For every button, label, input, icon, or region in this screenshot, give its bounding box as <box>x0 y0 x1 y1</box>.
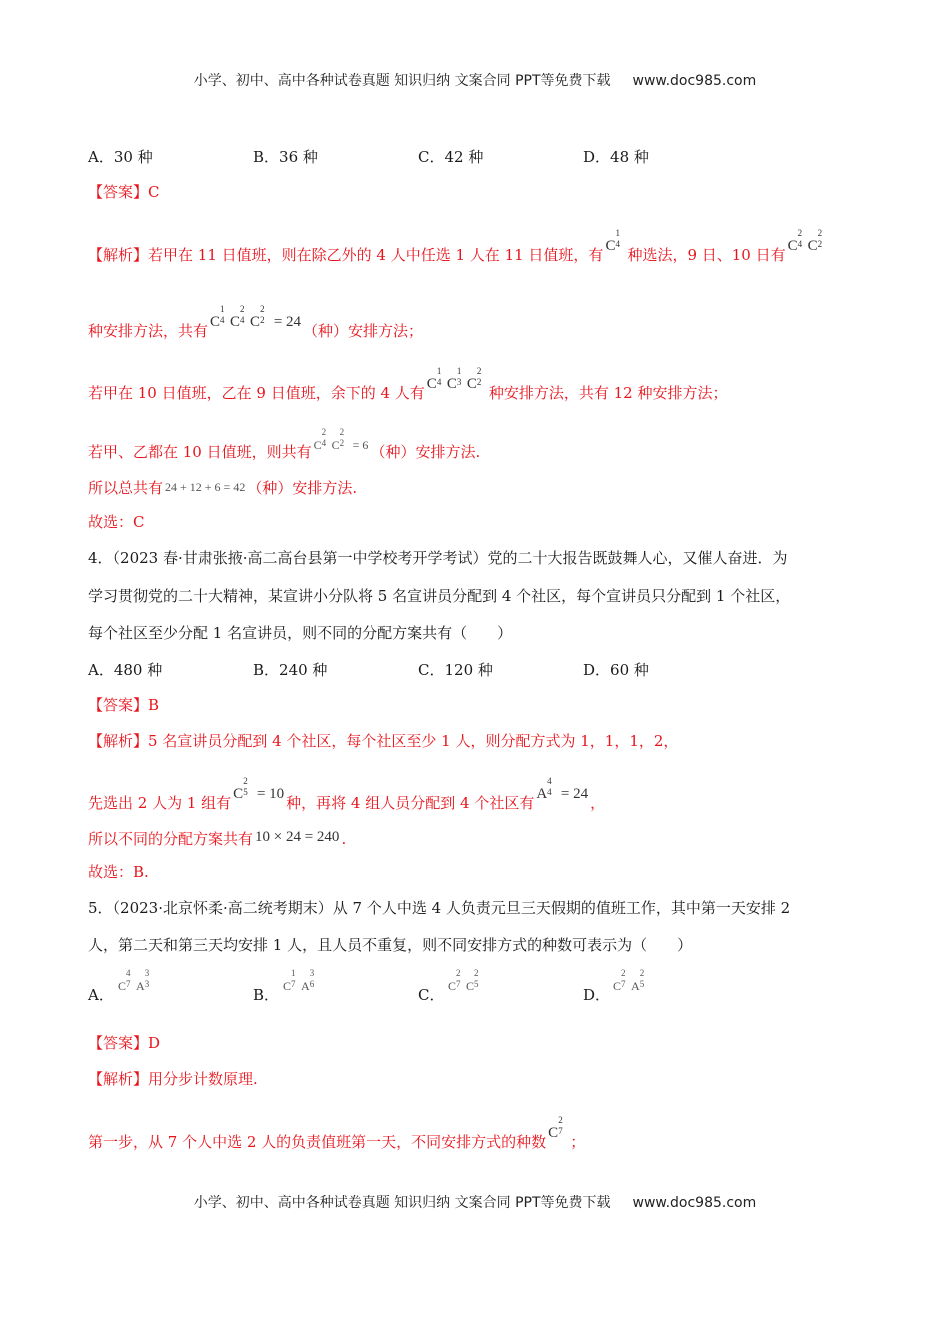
text: ， <box>590 794 606 812</box>
q3-analysis-line1 <box>88 230 868 265</box>
q4-stem-line2: 学习贯彻党的二十大精神，某宣讲小分队将 5 名宣讲员分配到 4 个社区，每个宣讲员只分配到 1 个社区， <box>88 587 791 605</box>
formula-result: = 24 <box>273 314 302 330</box>
formula-c42c22-6: C 2 4 C 2 2 = 6 <box>313 427 369 452</box>
footer-site: www.doc985.com <box>632 1195 757 1211</box>
q4-analysis-line2 <box>88 778 868 813</box>
analysis-label: 【解析】 <box>88 246 149 264</box>
text: 若甲在 10 日值班，乙在 9 日值班，余下的 4 人有 <box>88 384 425 402</box>
text: 第一步，从 7 个人中选 2 人的负责值班第一天，不同安排方式的种数 <box>88 1133 547 1151</box>
header-text: 小学、初中、高中各种试卷真题 知识归纳 文案合同 PPT等免费下载 <box>193 73 611 89</box>
header-site: www.doc985.com <box>632 73 757 89</box>
option-label: B． <box>253 986 280 1004</box>
q4-options <box>88 659 868 681</box>
formula-sum: 24 + 12 + 6 = 42 <box>165 480 246 494</box>
text: （种）安排方法. <box>370 443 481 461</box>
q4-option-a: A．480 种 <box>88 661 163 679</box>
page-footer <box>0 1192 950 1212</box>
q3-analysis-line2 <box>88 306 868 341</box>
formula-c42c22: C 2 4 C 2 2 <box>787 228 823 254</box>
q4-option-b: B．240 种 <box>253 661 328 679</box>
formula-c41c42c22: C 1 4 C 2 4 C 2 2 = 24 <box>210 304 302 330</box>
text: 种安排方法，共有 12 种安排方法； <box>488 384 728 402</box>
q4-option-d: D．60 种 <box>583 661 649 679</box>
footer-text: 小学、初中、高中各种试卷真题 知识归纳 文案合同 PPT等免费下载 <box>193 1195 611 1211</box>
q5-option-b <box>253 984 279 1005</box>
q3-option-c: C．42 种 <box>418 148 484 166</box>
formula-product: 10 × 24 = 240 <box>255 829 340 845</box>
q3-analysis-line4 <box>88 429 868 462</box>
text: ； <box>570 1133 586 1151</box>
q5-option-c <box>418 984 444 1005</box>
text: 所以不同的分配方案共有 <box>88 830 254 848</box>
analysis-label: 【解析】 <box>88 732 149 750</box>
q5-option-a <box>88 984 114 1005</box>
q3-option-a: A．30 种 <box>88 148 153 166</box>
q5-options <box>88 970 868 1006</box>
page-header <box>0 70 950 90</box>
formula-a44: A 4 4 = 24 <box>536 776 589 802</box>
analysis-label: 【解析】 <box>88 1070 149 1088</box>
q5-stem-line1: 5．（2023·北京怀柔·高二统考期末）从 7 个人中选 4 人负责元旦三天假期的值班工作，其中第一天安排 2 <box>88 899 791 917</box>
formula-c52: C 2 5 = 10 <box>233 776 285 802</box>
q3-answer: 【答案】C <box>88 183 160 201</box>
q4-conclusion: 故选：B. <box>88 863 149 881</box>
q4-analysis-line3 <box>88 827 868 849</box>
q4-answer: 【答案】B <box>88 696 160 714</box>
text: 5 名宣讲员分配到 4 个社区，每个社区至少 1 人，则分配方式为 1，1，1，2， <box>148 732 679 750</box>
q5-option-a-formula: C 4 7 A 3 3 <box>118 968 150 993</box>
text: 若甲在 11 日值班，则在除乙外的 4 人中任选 1 人在 11 日值班，有 <box>148 246 604 264</box>
q5-analysis-line1 <box>88 1069 868 1089</box>
q5-option-d-formula: C 2 7 A 2 5 <box>613 968 645 993</box>
option-label: D． <box>583 986 611 1004</box>
text: . <box>341 830 347 848</box>
text: 种选法，9 日、10 日有 <box>627 246 786 264</box>
text: （种）安排方法. <box>247 479 358 497</box>
text: 所以总共有 <box>88 479 164 497</box>
text: 种，再将 4 组人员分配到 4 个社区有 <box>286 794 535 812</box>
q5-option-b-formula: C 1 7 A 3 6 <box>283 968 315 993</box>
q4-stem-line1: 4．（2023 春·甘肃张掖·高二高台县第一中学校考开学考试）党的二十大报告既鼓舞人心，又催人奋进．为 <box>88 549 788 567</box>
q5-stem-line2: 人，第二天和第三天均安排 1 人，且人员不重复，则不同安排方式的种数可表示为（ ） <box>88 936 693 954</box>
q3-conclusion: 故选：C <box>88 513 145 531</box>
formula-result: = 10 <box>256 786 285 802</box>
q3-options <box>88 146 868 168</box>
formula-c41: C 1 4 <box>605 228 620 254</box>
q3-analysis-line5 <box>88 477 868 498</box>
q4-analysis-line1 <box>88 731 868 751</box>
q4-option-c: C．120 种 <box>418 661 493 679</box>
q5-analysis-line2 <box>88 1117 868 1152</box>
q3-option-b: B．36 种 <box>253 148 318 166</box>
q4-stem-line3: 每个社区至少分配 1 名宣讲员，则不同的分配方案共有（ ） <box>88 624 513 642</box>
formula-c41c31c22: C 1 4 C 1 3 C 2 2 <box>426 366 482 392</box>
q5-option-d <box>583 984 610 1005</box>
q5-option-c-formula: C 2 7 C 2 5 <box>448 968 479 993</box>
text: （种）安排方法； <box>303 322 424 340</box>
q5-answer: 【答案】D <box>88 1034 161 1052</box>
option-label: A． <box>88 986 114 1004</box>
option-label: C． <box>418 986 445 1004</box>
q3-analysis-line3 <box>88 368 868 403</box>
formula-result: = 24 <box>560 786 589 802</box>
text: 种安排方法，共有 <box>88 322 209 340</box>
formula-c72: C 2 7 <box>548 1115 563 1141</box>
q3-option-d: D．48 种 <box>583 148 649 166</box>
text: 先选出 2 人为 1 组有 <box>88 794 232 812</box>
text: 用分步计数原理. <box>148 1070 258 1088</box>
formula-result: = 6 <box>352 438 369 452</box>
text: 若甲、乙都在 10 日值班，则共有 <box>88 443 312 461</box>
